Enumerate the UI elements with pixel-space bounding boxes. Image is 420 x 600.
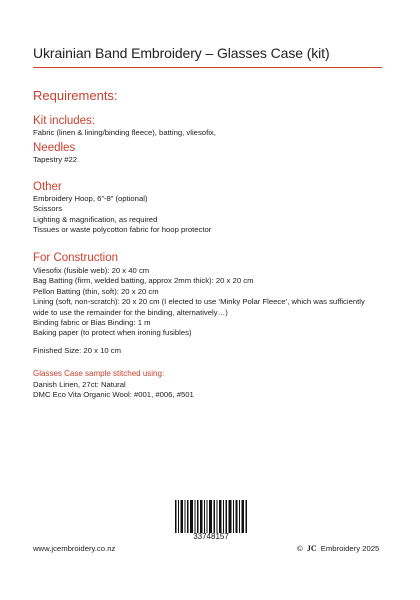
- list-item: Danish Linen, 27ct: Natural: [33, 380, 126, 389]
- page-title: Ukrainian Band Embroidery – Glasses Case (kit): [33, 45, 330, 61]
- sample-list: [33, 380, 194, 401]
- list-item: Lining (soft, non-scratch): 20 x 20 cm (I elected to use ‘Minky Polar Fleece’, which was sufficiently: [33, 297, 365, 307]
- other-list: [33, 194, 211, 236]
- website-link[interactable]: www.jcembroidery.co.nz: [33, 544, 116, 553]
- sample-heading: Glasses Case sample stitched using:: [33, 369, 165, 378]
- list-item: Embroidery Hoop, 6”-8” (optional): [33, 194, 148, 203]
- title-rule: [33, 67, 382, 68]
- kit-text: Fabric (linen & lining/binding fleece), batting, vliesofix,: [33, 128, 216, 137]
- needles-text: Tapestry #22: [33, 155, 78, 164]
- list-item: Vliesofix (fusible web): 20 x 40 cm: [33, 266, 150, 275]
- construction-list: [33, 266, 365, 339]
- kit-heading: Kit includes:: [33, 115, 96, 127]
- list-item: Lighting & magnification, as required: [33, 214, 158, 224]
- list-item: Binding fabric or Bias Binding: 1 m: [33, 318, 151, 328]
- finished-size: Finished Size: 20 x 10 cm: [33, 346, 122, 355]
- list-item: Tissues or waste polycotton fabric for hoop protector: [33, 225, 212, 235]
- construction-heading: For Construction: [33, 252, 119, 264]
- list-item: Baking paper (to protect when ironing fusibles): [33, 328, 192, 338]
- barcode-number: 33748157: [193, 532, 229, 541]
- list-item: DMC Eco Vita Organic Wool: #001, #006, #501: [33, 390, 194, 400]
- list-item: wide to use the remainder for the binding, alternatively…): [33, 307, 228, 317]
- copyright-symbol: ©: [297, 544, 303, 553]
- list-item: Pellon Batting (thin, soft): 20 x 20 cm: [33, 286, 159, 296]
- footer-copyright: [297, 544, 379, 553]
- brand-text: Embroidery 2025: [320, 544, 380, 553]
- brand-logo: JC: [306, 544, 317, 553]
- needles-heading: Needles: [33, 142, 76, 154]
- barcode-icon: [175, 500, 247, 533]
- list-item: Scissors: [33, 204, 63, 214]
- requirements-heading: Requirements:: [33, 88, 118, 103]
- list-item: Bag Batting (firm, welded batting, approx 2mm thick): 20 x 20 cm: [33, 276, 254, 286]
- other-heading: Other: [33, 181, 62, 193]
